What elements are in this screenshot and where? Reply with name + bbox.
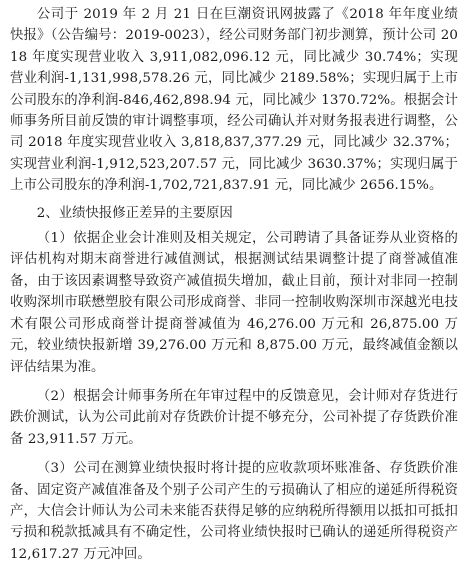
performance-summary-paragraph: 公司于 2019 年 2 月 21 日在巨潮资讯网披露了《2018 年年度业绩快报》（公告编号：2019-0023），经公司财务部门初步测算，预计公司 2018 年度实现营业收入 3,911,082,096.12 元，同比减少 30.74%；实现营业利润-1,131,998,578.26 元，同比减少 2189.58%；实现归属于上市公司股东的净利润-846,462,898.94 元，同比减少 1370.72%。根据会计师事务所目前反馈的审计调整事项，经公司确认并对财务报表进行调整，公司 2018 年度实现营业收入 3,818,837,377.29 元，同比减少 32.37%；实现营业利润-1,912,523,207.57 元，同比减少 3630.37%；实现归属于上市公司股东的净利润-1,702,721,837.91 元，同比减少 2656.15%。 (10, 7, 458, 194)
reason-goodwill-impairment: （1）依据企业会计准则及相关规定，公司聘请了具备证券从业资格的评估机构对期末商誉进行减值测试，根据测试结果调整计提了商誉减值准备，由于该因素调整导致资产减值损失增加，截止目前，预计对非同一控制收购深圳市联懋塑胶有限公司形成商誉、非同一控制收购深圳市深越光电技术有限公司形成商誉计提商誉减值为 46,276.00 万元和 26,875.00 万元，较业绩快报新增 39,276.00 万元和 8,875.00 万元，最终减值金额以评估结果为准。 (10, 231, 458, 375)
reason-deferred-tax: （3）公司在测算业绩快报时将计提的应收款项坏账准备、存货跌价准备、固定资产减值准备及个别子公司产生的亏损确认了相应的递延所得税资产，大信会计师认为公司未来能否获得足够的应纳税所得额用以抵扣可抵扣亏损和税款抵减具有不确定性，公司将业绩快报时已确认的递延所得税资产 12,617.27 万元冲回。 (10, 461, 458, 562)
section-heading: 2、业绩快报修正差异的主要原因 (36, 205, 233, 221)
reason-inventory-impairment: （2）根据会计师事务所在年审过程中的反馈意见，会计师对存货进行跌价测试，认为公司此前对存货跌价计提不够充分，公司补提了存货跌价准备 23,911.57 万元。 (10, 388, 458, 447)
